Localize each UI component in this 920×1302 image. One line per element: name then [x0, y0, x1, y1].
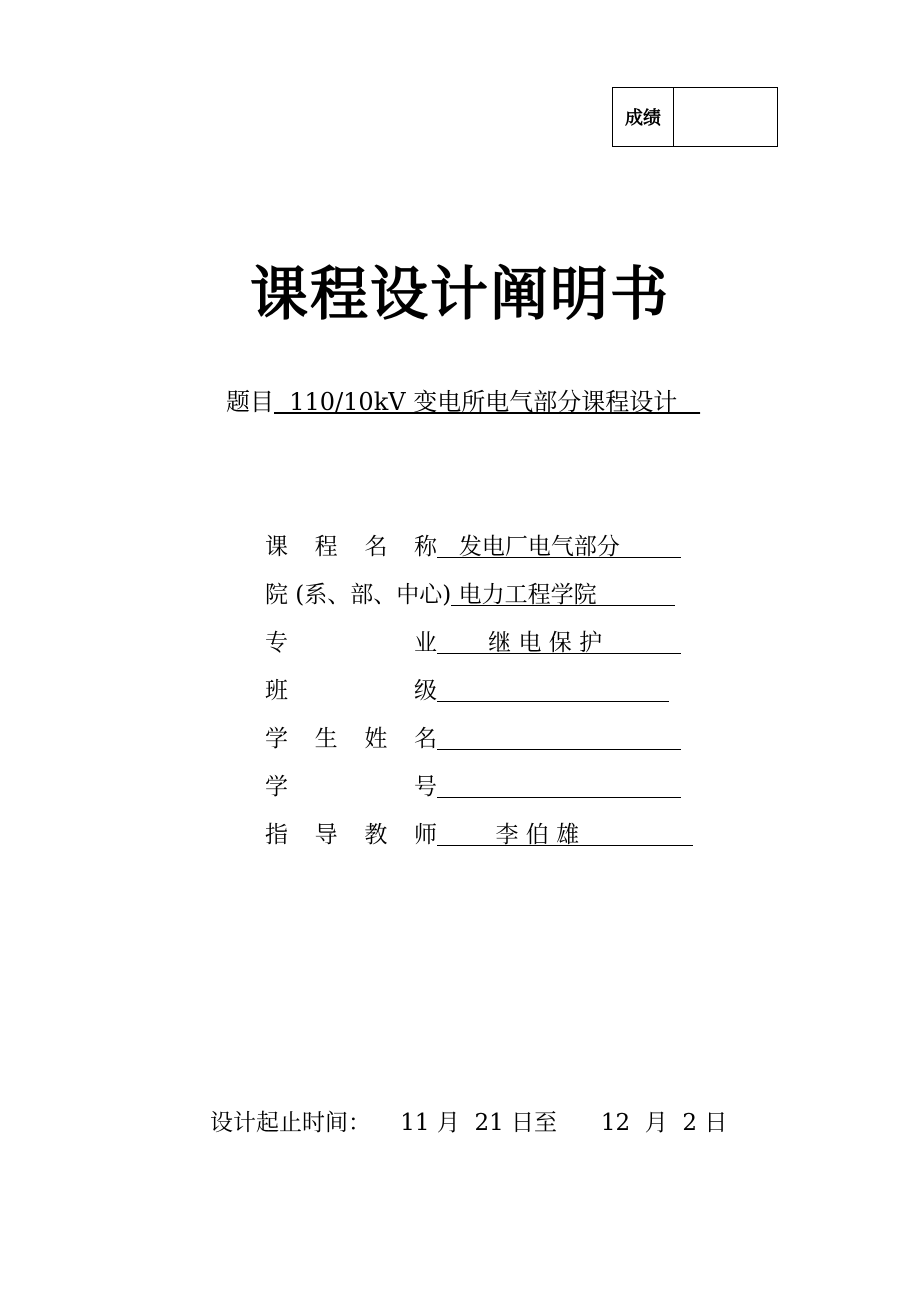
student-name-row [265, 724, 681, 754]
topic-value: 110/10kV 变电所电气部分课程设计 [274, 388, 701, 416]
course-name-row [265, 532, 681, 562]
topic-line [226, 386, 700, 418]
score-value [674, 88, 777, 146]
course-name-value: 发电厂电气部分 [437, 532, 681, 558]
class-value [437, 676, 669, 702]
course-name-label: 课 程 名 称 [265, 534, 437, 560]
design-period [210, 1106, 727, 1140]
college-value: 电力工程学院 [451, 580, 675, 606]
major-label: 专 业 [265, 630, 437, 656]
student-id-row [265, 772, 681, 802]
design-period-label: 设计起止时间： [210, 1110, 371, 1136]
student-name-value [437, 724, 681, 750]
student-name-label: 学 生 姓 名 [265, 726, 437, 752]
advisor-label: 指 导 教 师 [265, 822, 437, 848]
student-id-value [437, 772, 681, 798]
major-value: 继 电 保 护 [437, 628, 681, 654]
design-period-text: 11 月 21 日至 12 月 2 日 [371, 1110, 728, 1136]
college-row [265, 580, 675, 610]
topic-label: 题目 [226, 388, 274, 416]
college-label: 院 (系、部、中心) [265, 582, 452, 608]
major-row [265, 628, 681, 658]
class-row [265, 676, 669, 706]
student-id-label: 学 号 [265, 774, 437, 800]
class-label: 班 级 [265, 678, 437, 704]
advisor-row [265, 820, 693, 850]
advisor-value: 李 伯 雄 [437, 820, 693, 846]
document-title: 课程设计阐明书 [249, 260, 670, 328]
score-label: 成绩 [613, 88, 674, 146]
score-box [612, 87, 778, 147]
